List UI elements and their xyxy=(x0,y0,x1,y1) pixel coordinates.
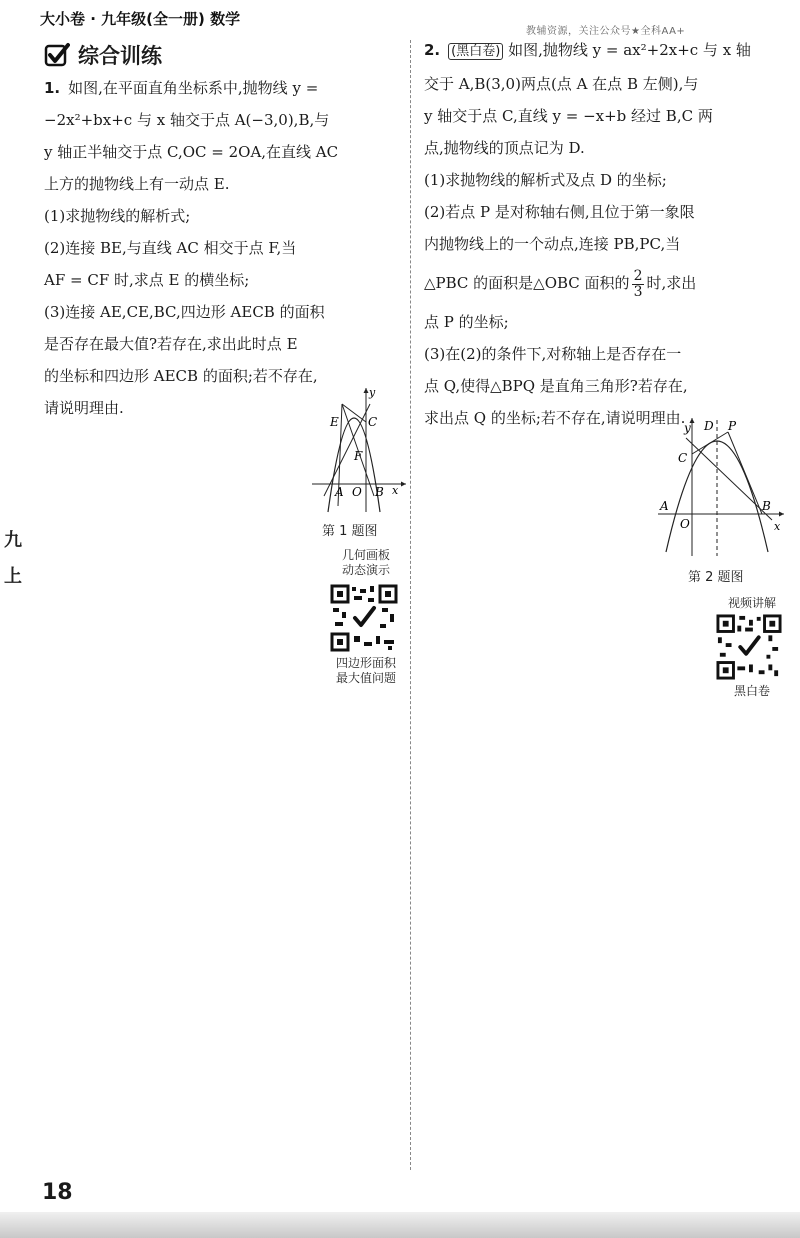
label-y: y xyxy=(684,421,691,435)
qr-code-2[interactable] xyxy=(716,614,782,680)
margin-char: 上 xyxy=(4,566,22,587)
label-x: x xyxy=(774,520,781,533)
q2-part: (2)若点 P 是对称轴右侧,且位于第一象限 xyxy=(424,203,695,221)
section-title: 综合训练 xyxy=(78,44,162,68)
q2-line: 交于 A,B(3,0)两点(点 A 在点 B 左侧),与 xyxy=(424,75,699,93)
qr1-top-label: 几何画板 动态演示 xyxy=(341,548,390,577)
question-1 xyxy=(44,72,404,424)
label-c: C xyxy=(368,415,378,429)
x-arrow xyxy=(401,482,406,487)
q2-part: (3)在(2)的条件下,对称轴上是否存在一 xyxy=(424,345,682,363)
q1-part: 请说明理由. xyxy=(44,399,124,417)
label-c: C xyxy=(678,451,688,465)
q2-number: 2. xyxy=(424,41,441,59)
label-b: B xyxy=(762,499,771,513)
q2-part: 内抛物线上的一个动点,连接 PB,PC,当 xyxy=(424,235,681,253)
line-pb xyxy=(728,432,762,514)
q1-part: (2)连接 BE,与直线 AC 相交于点 F,当 xyxy=(44,239,297,257)
label-a: A xyxy=(660,499,669,513)
q2-line: 2. (黑白卷) 如图,抛物线 y = ax²+2x+c 与 x 轴 xyxy=(424,41,751,59)
label-a: A xyxy=(335,485,344,499)
q1-part: (3)连接 AE,CE,BC,四边形 AECB 的面积 xyxy=(44,303,325,321)
q2-line: 点,抛物线的顶点记为 D. xyxy=(424,139,585,157)
y-arrow xyxy=(364,388,369,393)
margin-char: 九 xyxy=(4,530,22,551)
line-cp xyxy=(692,432,728,454)
section-heading xyxy=(44,40,162,70)
fraction: $\frac{2}{3}$ xyxy=(633,267,643,300)
q1-number: 1. xyxy=(44,79,61,97)
page-number: 18 xyxy=(42,1180,73,1205)
q1-line: 上方的抛物线上有一动点 E. xyxy=(44,175,230,193)
q1-part: (1)求抛物线的解析式; xyxy=(44,207,191,225)
q1-line: 1. 如图,在平面直角坐标系中,抛物线 y = xyxy=(44,79,319,97)
qr2-top-label: 视频讲解 xyxy=(727,596,776,610)
label-y: y xyxy=(369,386,376,399)
q2-part: 点 P 的坐标; xyxy=(424,313,509,331)
q2-part: (1)求抛物线的解析式及点 D 的坐标; xyxy=(424,171,667,189)
label-f: F xyxy=(354,449,363,463)
checkbox-icon xyxy=(44,42,70,68)
qr2-bottom-label: 黑白卷 xyxy=(733,684,770,698)
label-p: P xyxy=(728,419,737,433)
q1-part: 是否存在最大值?若存在,求出此时点 E xyxy=(44,335,298,353)
label-x: x xyxy=(392,484,399,497)
book-header: 大小卷 · 九年级(全一册) 数学 xyxy=(40,10,241,28)
label-b: B xyxy=(375,485,384,499)
figure-1-caption: 第 1 题图 xyxy=(322,524,378,539)
q2-line: y 轴交于点 C,直线 y = −x+b 经过 B,C 两 xyxy=(424,107,713,125)
figure-1 xyxy=(308,384,408,514)
qr-code-1[interactable] xyxy=(330,584,398,652)
qr1-bottom-label: 四边形面积 最大值问题 xyxy=(335,656,396,685)
label-e: E xyxy=(330,415,339,429)
label-o: O xyxy=(680,517,690,531)
q1-part: 的坐标和四边形 AECB 的面积;若不存在, xyxy=(44,367,318,385)
column-divider xyxy=(410,40,411,1170)
question-2 xyxy=(424,34,786,434)
label-o: O xyxy=(352,485,362,499)
scan-edge xyxy=(0,1212,800,1238)
x-arrow xyxy=(779,512,784,517)
figure-2 xyxy=(656,412,786,558)
q2-tag: (黑白卷) xyxy=(448,43,503,60)
q2-part: 求出点 Q 的坐标;若不存在,请说明理由. xyxy=(424,409,686,427)
q1-line: y 轴正半轴交于点 C,OC = 2OA,在直线 AC xyxy=(44,143,339,161)
label-d: D xyxy=(704,419,714,433)
q2-frac-line: △PBC 的面积是△OBC 面积的 $\frac{2}{3}$ 时,求出 xyxy=(424,267,697,300)
figure-2-caption: 第 2 题图 xyxy=(688,570,744,585)
q1-line: −2x²+bx+c 与 x 轴交于点 A(−3,0),B,与 xyxy=(44,111,330,129)
q2-part: 点 Q,使得△BPQ 是直角三角形?若存在, xyxy=(424,377,688,395)
watermark-text: 教辅资源，关注公众号★全科AA+ xyxy=(526,26,686,37)
q1-part: AF = CF 时,求点 E 的横坐标; xyxy=(44,271,250,289)
